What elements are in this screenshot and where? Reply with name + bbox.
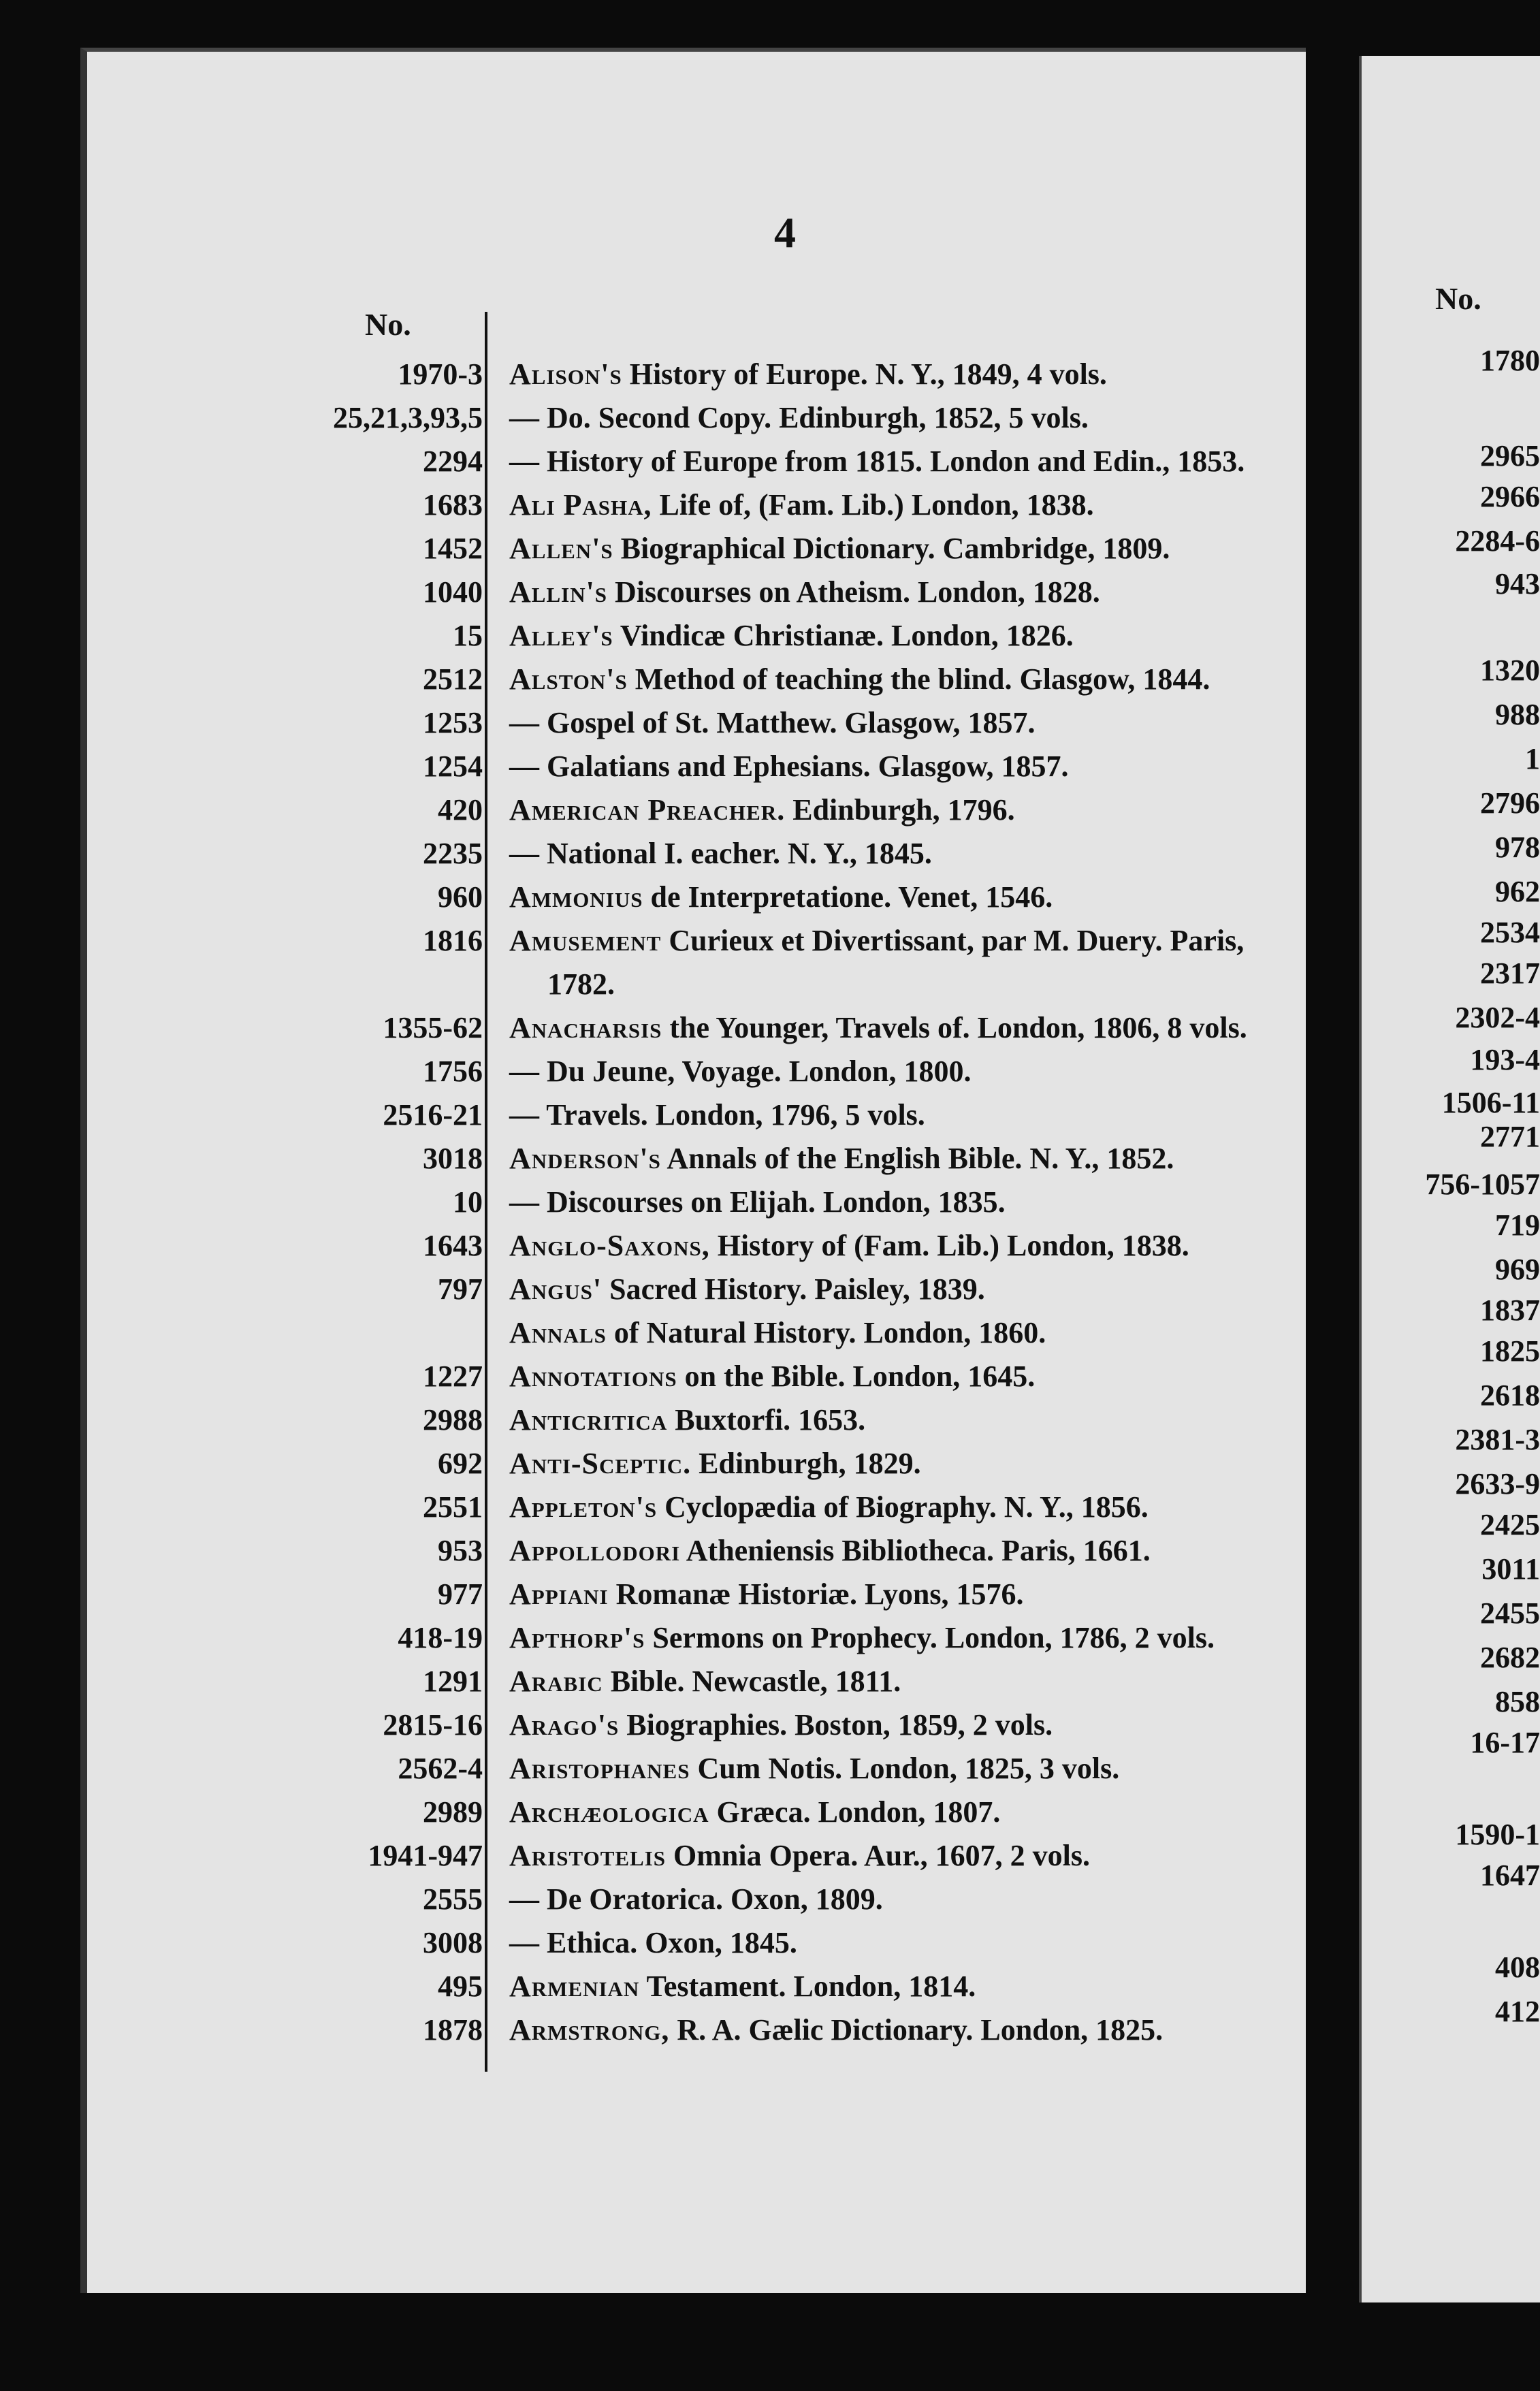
entry-heading: Aristotelis (509, 1839, 667, 1872)
entry-details: — De Oratorica. Oxon, 1809. (509, 1882, 883, 1916)
entry-heading: Anglo-Saxons, (509, 1229, 710, 1262)
entry-heading: American Preacher. (509, 793, 786, 827)
entry-heading: Ali Pasha, (509, 488, 652, 521)
entry-number: 418-19 (398, 1621, 483, 1654)
entry-details: — Travels. London, 1796, 5 vols. (509, 1098, 925, 1132)
entry-title (509, 1879, 883, 1920)
entry-number: 1643 (423, 1229, 483, 1262)
entry-details: — Galatians and Ephesians. Glasgow, 1857. (509, 750, 1069, 783)
entry-title (509, 485, 1094, 526)
right-entry-number: 943 (1495, 567, 1540, 600)
entry-number: 2235 (423, 837, 483, 870)
entry-title (509, 1487, 1149, 1528)
entry-details: Curieux et Divertissant, par M. Duery. Paris, (669, 924, 1245, 957)
entry-details: Sacred History. Paisley, 1839. (609, 1272, 985, 1306)
entry-number: 1816 (423, 924, 483, 957)
entry-title (509, 1313, 1046, 1353)
right-entry-number: 858 (1495, 1685, 1540, 1718)
entry-title (509, 1443, 921, 1484)
right-entry-number: 2534 (1480, 916, 1540, 949)
entry-details: on the Bible. London, 1645. (684, 1360, 1036, 1393)
entry-number: 1941-947 (368, 1839, 483, 1872)
entry-number: 420 (438, 793, 483, 827)
right-entry-number: 2302-4 (1455, 1001, 1540, 1034)
entry-details: Edinburgh, 1829. (699, 1447, 921, 1480)
entry-heading: Amusement (509, 924, 662, 957)
entry-title (509, 659, 1210, 700)
right-entry-number: 1780 (1480, 344, 1540, 377)
entry-details: — History of Europe from 1815. London and Edin., 1853. (509, 445, 1245, 478)
right-entry-number: 1837 (1480, 1294, 1540, 1327)
entry-number: 1970-3 (398, 357, 483, 391)
entry-heading: Allin's (509, 575, 608, 609)
entry-heading: Arago's (509, 1708, 620, 1742)
entry-details: Annals of the English Bible. N. Y., 1852. (667, 1142, 1174, 1175)
right-entry-number: 2284-6 (1455, 524, 1540, 558)
entry-details: — Do. Second Copy. Edinburgh, 1852, 5 vols. (509, 401, 1089, 434)
entry-title (509, 1835, 1090, 1876)
entry-heading: Alston's (509, 662, 628, 696)
entry-heading: Anticritica (509, 1403, 668, 1437)
entry-title (509, 1705, 1053, 1746)
entry-details: Discourses on Atheism. London, 1828. (615, 575, 1100, 609)
entry-number: 10 (453, 1185, 483, 1219)
entry-title (509, 1182, 1006, 1223)
entry-title (509, 877, 1053, 918)
entry-heading: Allen's (509, 532, 613, 565)
entry-number: 2551 (423, 1490, 483, 1524)
entry-details: the Younger, Travels of. London, 1806, 8 vols. (669, 1011, 1247, 1044)
entry-number: 3018 (423, 1142, 483, 1175)
entry-number: 1291 (423, 1665, 483, 1698)
right-entry-number: 962 (1495, 875, 1540, 908)
entry-title (509, 1923, 797, 1963)
entry-number: 2555 (423, 1882, 483, 1916)
right-entry-number: 1 (1525, 742, 1540, 775)
right-entry-number: 193-4 (1470, 1043, 1540, 1076)
entry-title (509, 1574, 1024, 1615)
entry-heading: Annotations (509, 1360, 677, 1393)
entry-details: — Discourses on Elijah. London, 1835. (509, 1185, 1006, 1219)
right-entry-number: 2771 (1480, 1120, 1540, 1153)
right-entry-number: 2455 (1480, 1596, 1540, 1630)
entry-details: — Du Jeune, Voyage. London, 1800. (509, 1055, 972, 1088)
entry-details: — Ethica. Oxon, 1845. (509, 1926, 797, 1959)
right-entry-number: 2317 (1480, 957, 1540, 990)
entry-title (509, 746, 1069, 787)
entry-title (509, 833, 932, 874)
entry-title (509, 1792, 1000, 1833)
entry-details: Cyclopædia of Biography. N. Y., 1856. (664, 1490, 1149, 1524)
entry-number: 1253 (423, 706, 483, 739)
entry-number: 1756 (423, 1055, 483, 1088)
entry-heading: Appleton's (509, 1490, 658, 1524)
entry-title (509, 1008, 1247, 1048)
right-entry-number: 756-1057 (1425, 1168, 1540, 1201)
entry-number: 2516-21 (383, 1098, 483, 1132)
entry-title (509, 1400, 865, 1441)
entry-heading: Alley's (509, 619, 613, 652)
entry-number: 1040 (423, 575, 483, 609)
entry-details: Bible. Newcastle, 1811. (610, 1665, 901, 1698)
right-entry-number: 978 (1495, 831, 1540, 864)
entry-details: R. A. Gælic Dictionary. London, 1825. (677, 2013, 1164, 2047)
entry-number: 1355-62 (383, 1011, 483, 1044)
entry-title (509, 615, 1074, 656)
entry-heading: Arabic (509, 1665, 603, 1698)
entry-number: 692 (438, 1447, 483, 1480)
right-entry-number: 1825 (1480, 1334, 1540, 1368)
entry-title (509, 703, 1035, 743)
entry-number: 25,21,3,93,5 (333, 401, 483, 434)
entry-details: Omnia Opera. Aur., 1607, 2 vols. (673, 1839, 1091, 1872)
entry-details: Vindicæ Christianæ. London, 1826. (620, 619, 1074, 652)
right-entry-number: 2965 (1480, 439, 1540, 472)
entry-title (509, 1748, 1119, 1789)
entry-number: 3008 (423, 1926, 483, 1959)
entry-heading: Annals (509, 1316, 607, 1349)
entry-continuation (547, 964, 615, 1005)
entry-number: 2988 (423, 1403, 483, 1437)
right-entry-number: 2425 (1480, 1508, 1540, 1541)
entry-heading: Armenian (509, 1970, 640, 2003)
entry-number: 1254 (423, 750, 483, 783)
entry-heading: Anacharsis (509, 1011, 662, 1044)
entry-title (509, 920, 1244, 961)
entry-title (509, 1269, 985, 1310)
entry-number: 797 (438, 1272, 483, 1306)
entry-heading: Ammonius (509, 880, 643, 914)
entry-details: 1782. (547, 967, 615, 1001)
entry-title (509, 1618, 1215, 1658)
right-entry-number: 1506-11 (1441, 1086, 1540, 1119)
entry-heading: Anderson's (509, 1142, 661, 1175)
entry-details: Atheniensis Bibliotheca. Paris, 1661. (686, 1534, 1151, 1567)
entry-heading: Appollodori (509, 1534, 681, 1567)
entry-title (509, 441, 1245, 482)
right-entry-number: 1320 (1480, 654, 1540, 687)
entry-details: History of Europe. N. Y., 1849, 4 vols. (629, 357, 1107, 391)
right-entry-number: 412 (1495, 1995, 1540, 2028)
entry-heading: Aristophanes (509, 1752, 690, 1785)
entry-number: 2512 (423, 662, 483, 696)
entry-number: 953 (438, 1534, 483, 1567)
entry-number: 15 (453, 619, 483, 652)
entry-title (509, 1051, 971, 1092)
entry-title (509, 1225, 1189, 1266)
right-entry-number: 1590-1 (1455, 1818, 1540, 1851)
entry-number: 960 (438, 880, 483, 914)
entry-details: Biographical Dictionary. Cambridge, 1809. (620, 532, 1170, 565)
right-entry-number: 2633-9 (1455, 1467, 1540, 1501)
right-entry-number: 988 (1495, 698, 1540, 731)
entry-number: 1683 (423, 488, 483, 521)
entry-title (509, 1138, 1174, 1179)
column-header-no: No. (365, 307, 411, 342)
entry-number: 2562-4 (398, 1752, 483, 1785)
entry-number: 2815-16 (383, 1708, 483, 1742)
entry-number: 2294 (423, 445, 483, 478)
entry-details: Buxtorfi. 1653. (675, 1403, 866, 1437)
entry-title (509, 354, 1107, 395)
entry-title (509, 1095, 925, 1136)
entry-details: de Interpretatione. Venet, 1546. (650, 880, 1053, 914)
entry-heading: Appiani (509, 1577, 609, 1611)
entry-heading: Angus' (509, 1272, 603, 1306)
right-entry-number: 408 (1495, 1951, 1540, 1984)
entry-number: 495 (438, 1970, 483, 2003)
entry-title (509, 1661, 901, 1702)
entry-details: History of (Fam. Lib.) London, 1838. (717, 1229, 1189, 1262)
entry-details: Edinburgh, 1796. (792, 793, 1015, 827)
entry-title (509, 572, 1100, 613)
right-entry-number: 2796 (1480, 786, 1540, 820)
entry-title (509, 398, 1089, 438)
right-entry-number: 2966 (1480, 480, 1540, 513)
entry-heading: Armstrong, (509, 2013, 670, 2047)
entry-title (509, 2010, 1163, 2051)
right-column-header-no: No. (1435, 281, 1481, 316)
entry-number: 1452 (423, 532, 483, 565)
entry-details: Romanæ Historiæ. Lyons, 1576. (615, 1577, 1024, 1611)
entry-details: Testament. London, 1814. (646, 1970, 976, 2003)
right-entry-number: 969 (1495, 1253, 1540, 1286)
right-entry-number: 1647 (1480, 1859, 1540, 1892)
right-entry-number: 3011 (1481, 1552, 1540, 1586)
entry-details: of Natural History. London, 1860. (613, 1316, 1046, 1349)
entry-details: Method of teaching the blind. Glasgow, 1844. (635, 662, 1210, 696)
entry-details: Life of, (Fam. Lib.) London, 1838. (659, 488, 1094, 521)
right-entry-number: 2682 (1480, 1641, 1540, 1674)
entry-details: Biographies. Boston, 1859, 2 vols. (626, 1708, 1053, 1742)
page-number: 4 (774, 208, 796, 257)
entry-heading: Alison's (509, 357, 622, 391)
entry-heading: Archæologica (509, 1795, 709, 1829)
right-entry-number: 719 (1495, 1208, 1540, 1242)
entry-details: Sermons on Prophecy. London, 1786, 2 vols. (652, 1621, 1215, 1654)
entry-title (509, 528, 1170, 569)
entry-heading: Anti-Sceptic. (509, 1447, 692, 1480)
entry-title (509, 1530, 1151, 1571)
entry-number: 977 (438, 1577, 483, 1611)
entry-details: Græca. London, 1807. (716, 1795, 1001, 1829)
entry-details: — Gospel of St. Matthew. Glasgow, 1857. (509, 706, 1036, 739)
entry-number: 1878 (423, 2013, 483, 2047)
entry-number: 1227 (423, 1360, 483, 1393)
right-entry-number: 2618 (1480, 1379, 1540, 1412)
entry-title (509, 1356, 1035, 1397)
right-entry-number: 16-17 (1470, 1726, 1540, 1759)
entry-heading: Apthorp's (509, 1621, 645, 1654)
entry-title (509, 1966, 976, 2007)
entry-number: 2989 (423, 1795, 483, 1829)
entry-title (509, 790, 1015, 831)
entry-details: — National I. eacher. N. Y., 1845. (509, 837, 932, 870)
column-divider (485, 312, 487, 2072)
entry-details: Cum Notis. London, 1825, 3 vols. (697, 1752, 1120, 1785)
right-entry-number: 2381-3 (1455, 1423, 1540, 1456)
